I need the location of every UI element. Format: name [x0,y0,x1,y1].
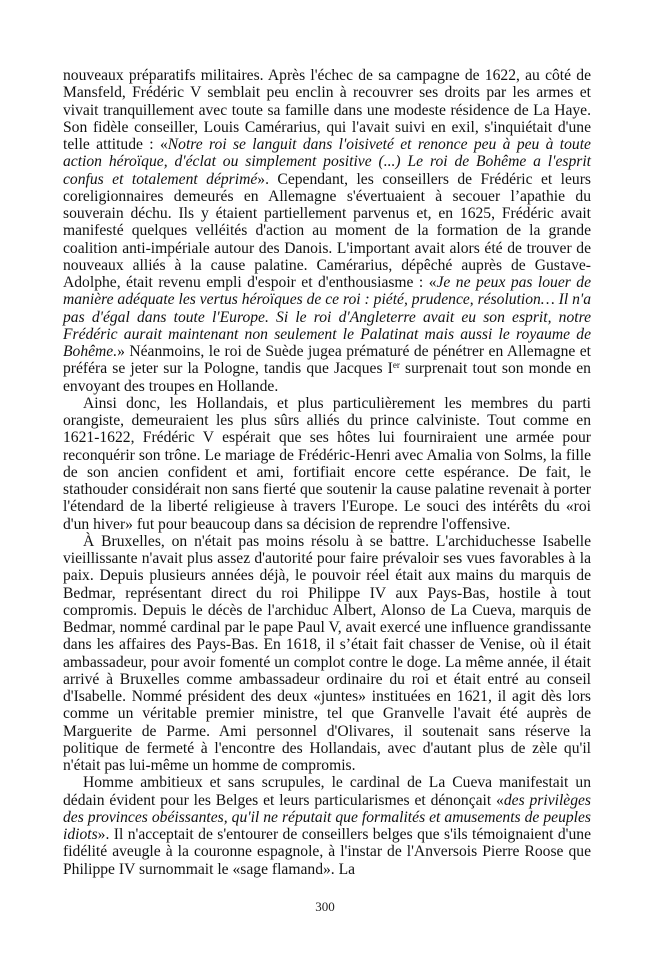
text-run: surprenait tout son monde en envoyant des troupes en Hollande. [63,360,591,395]
text-run: Ainsi donc, les Hollandais, et plus particulièrement les membres du parti orangiste, demeuraient les plus sûrs alliés du prince calviniste. Tout comme en 1621-1622, Frédéric V espérait que ses hôtes lui fourniraient une armée pour reconquérir son trône. Le mariage de Frédéric-Henri avec Amalia von Solms, la fille de son ancien confident et ami, fortifiait encore cette espérance. De fait, le stathouder considérait non sans fierté que soutenir la cause palatine revenait à porter l'étendard de la liberté religieuse à travers l'Europe. Le souci des intérêts du «roi d'un hiver» fut pour beaucoup dans sa décision de reprendre l'offensive. [63,394,591,533]
paragraph-1 [63,67,591,395]
page-number: 300 [315,899,335,914]
italic-quote: Notre roi se languit dans l'oisiveté et renonce peu à peu à toute action héroïque, d'éclat ou simplement positive (...) Le roi de Bohême a l'esprit confus et totalement déprimé [63,136,591,188]
superscript: er [392,360,400,371]
page-body [63,67,591,878]
italic-quote: Je ne peux pas louer de manière adéquate les vertus héroïques de ce roi : piété, prudence, résolution… Il n'a pas d'égal dans toute l'Europe. Si le roi d'Angleterre avait eu son esprit, notre Frédéric aurait maintenant non seulement le Palatinat mais aussi le royaume de Bohême. [63,274,591,360]
text-run: ». Cependant, les conseillers de Frédéric et leurs coreligionnaires demeurés en Allemagne s'évertuaient à secouer l’apathie du souverain déchu. Ils y étaient partiellement parvenus et, en 1625, Frédéric avait manifesté quelques velléités d'action au moment de la formation de la grande coalition anti-impériale autour des Danois. L'important avait alors été de trouver de nouveaux alliés à la cause palatine. Camérarius, dépêché auprès de Gustave-Adolphe, était revenu empli d'espoir et d'enthousiasme : « [63,170,591,291]
paragraph-4 [63,774,591,878]
text-run: ». Il n'acceptait de s'entourer de conseillers belges que s'ils témoignaient d'une fidélité aveugle à la couronne espagnole, à l'instar de l'Anversois Pierre Roose que Philippe IV surnommait le «sage flamand». La [63,826,591,878]
text-run: Homme ambitieux et sans scrupules, le cardinal de La Cueva manifestait un dédain évident pour les Belges et leurs particularismes et dénonçait « [63,774,591,809]
text-run: À Bruxelles, on n'était pas moins résolu à se battre. L'archiduchesse Isabelle vieillissante n'avait plus assez d'autorité pour faire prévaloir ses vues favorables à la paix. Depuis plusieurs années déjà, le pouvoir réel était aux mains du marquis de Bedmar, représentant direct du roi Philippe IV aux Pays-Bas, hostile à tout compromis. Depuis le décès de l'archiduc Albert, Alonso de La Cueva, marquis de Bedmar, nommé cardinal par le pape Paul V, avait exercé une influence grandissante dans les affaires des Pays-Bas. En 1618, il s’était fait chasser de Venise, où il était ambassadeur, pour avoir fomenté un complot contre le doge. La même année, il était arrivé à Bruxelles comme ambassadeur ordinaire du roi et était entré au conseil d'Isabelle. Nommé président des deux «juntes» instituées en 1621, il agit dès lors comme un véritable premier ministre, tel que Granvelle l'avait été auprès de Marguerite de Parme. Ami personnel d'Olivares, il soutenait sans réserve la politique de fermeté à l'encontre des Hollandais, avec d'autant plus de zèle qu'il n'était pas lui-même un homme de compromis. [63,532,591,774]
text-run: » Néanmoins, le roi de Suède jugea prématuré de pénétrer en Allemagne et préféra se jeter sur la Pologne, tandis que Jacques I [63,343,591,378]
paragraph-2 [63,395,591,533]
paragraph-3 [63,533,591,775]
italic-quote: des privilèges des provinces obéissantes, qu'il ne réputait que formalités et amusements de peuples idiots [63,791,591,843]
text-run: nouveaux préparatifs militaires. Après l'échec de sa campagne de 1622, au côté de Mansfeld, Frédéric V semblait peu enclin à recouvrer ses droits par les armes et vivait tranquillement avec toute sa famille dans une modeste résidence de La Haye. Son fidèle conseiller, Louis Camérarius, qui l'avait suivi en exil, s'inquiétait d'une telle attitude : « [63,67,591,153]
